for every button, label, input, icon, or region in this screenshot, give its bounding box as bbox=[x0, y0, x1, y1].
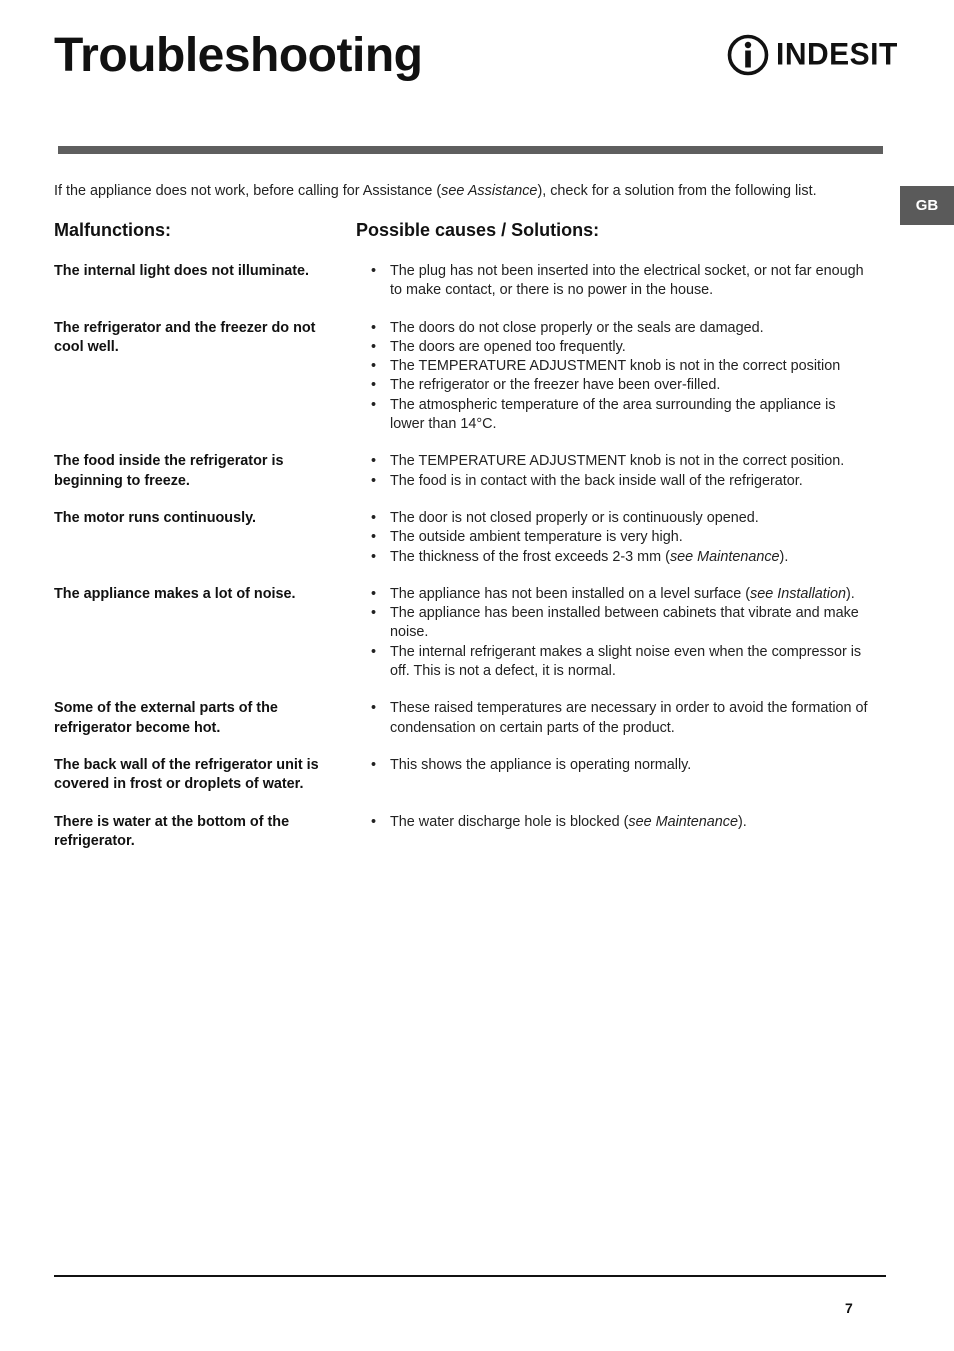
list-item: • The outside ambient temperature is very high. bbox=[371, 528, 871, 547]
solution-list bbox=[371, 756, 871, 795]
brand-wordmark: INDESIT bbox=[776, 37, 898, 72]
list-item: • The food is in contact with the back inside wall of the refrigerator. bbox=[371, 472, 871, 491]
list-item: • The water discharge hole is blocked (see Maintenance). bbox=[371, 813, 871, 832]
solution-list bbox=[371, 585, 871, 681]
list-item: • These raised temperatures are necessary in order to avoid the formation of condensation on certain parts of the product. bbox=[371, 699, 871, 738]
malfunction-text: The food inside the refrigerator is beginning to freeze. bbox=[54, 453, 284, 489]
list-item: • The TEMPERATURE ADJUSTMENT knob is not in the correct position bbox=[371, 357, 871, 376]
solution-list bbox=[371, 813, 871, 852]
brand-logo bbox=[726, 33, 898, 77]
table-row bbox=[54, 262, 874, 301]
solution-list bbox=[371, 699, 871, 738]
troubleshooting-table bbox=[54, 262, 874, 869]
list-item: • This shows the appliance is operating normally. bbox=[371, 756, 871, 775]
table-row bbox=[54, 585, 874, 681]
malfunctions-heading: Malfunctions: bbox=[54, 220, 171, 240]
list-item: • The appliance has not been installed on a level surface (see Installation). bbox=[371, 585, 871, 604]
page-title: Troubleshooting bbox=[54, 29, 423, 82]
list-item: • The atmospheric temperature of the area surrounding the appliance is lower than 14°C. bbox=[371, 396, 871, 435]
table-row bbox=[54, 319, 874, 435]
malfunction-text: There is water at the bottom of the refrigerator. bbox=[54, 813, 290, 849]
malfunction-text: The back wall of the refrigerator unit is covered in frost or droplets of water. bbox=[54, 756, 319, 793]
list-item: • The plug has not been inserted into the electrical socket, or not far enough to make contact, or there is no power in the house. bbox=[371, 262, 871, 301]
solution-list bbox=[371, 262, 871, 301]
indesit-i-icon bbox=[726, 33, 770, 77]
intro-reference: see Assistance bbox=[441, 183, 538, 199]
list-item: • The doors do not close properly or the seals are damaged. bbox=[371, 319, 871, 338]
language-tab: GB bbox=[900, 186, 954, 225]
malfunction-text: The refrigerator and the freezer do not cool well. bbox=[54, 319, 316, 355]
list-item: • The refrigerator or the freezer have been over-filled. bbox=[371, 376, 871, 395]
table-row bbox=[54, 452, 874, 491]
list-item: • The TEMPERATURE ADJUSTMENT knob is not in the correct position. bbox=[371, 452, 871, 471]
cross-reference: see Maintenance bbox=[669, 548, 780, 565]
cross-reference: see Maintenance bbox=[628, 813, 738, 830]
solutions-heading: Possible causes / Solutions: bbox=[356, 220, 600, 240]
solution-list bbox=[371, 319, 871, 435]
malfunction-text: The motor runs continuously. bbox=[54, 509, 257, 526]
table-row bbox=[54, 756, 874, 795]
page-number: 7 bbox=[845, 1300, 853, 1316]
list-item: • The door is not closed properly or is continuously opened. bbox=[371, 509, 871, 528]
cross-reference: see Installation bbox=[750, 585, 846, 602]
footer-rule bbox=[54, 1275, 886, 1277]
solution-list bbox=[371, 452, 871, 491]
list-item: • The appliance has been installed between cabinets that vibrate and make noise. bbox=[371, 604, 871, 643]
table-row bbox=[54, 699, 874, 738]
malfunction-text: The appliance makes a lot of noise. bbox=[54, 585, 296, 602]
intro-paragraph: If the appliance does not work, before calling for Assistance (see Assistance), check for a solution from the following list. bbox=[54, 183, 817, 199]
malfunction-text: Some of the external parts of the refrigerator become hot. bbox=[54, 700, 278, 736]
solution-list bbox=[371, 509, 871, 567]
table-row bbox=[54, 813, 874, 852]
list-item: • The doors are opened too frequently. bbox=[371, 338, 871, 357]
list-item: • The internal refrigerant makes a slight noise even when the compressor is off. This is not a defect, it is normal. bbox=[371, 643, 871, 682]
table-row bbox=[54, 509, 874, 567]
header-rule bbox=[58, 146, 883, 154]
malfunction-text: The internal light does not illuminate. bbox=[54, 263, 310, 279]
list-item: • The thickness of the frost exceeds 2-3 mm (see Maintenance). bbox=[371, 548, 871, 567]
